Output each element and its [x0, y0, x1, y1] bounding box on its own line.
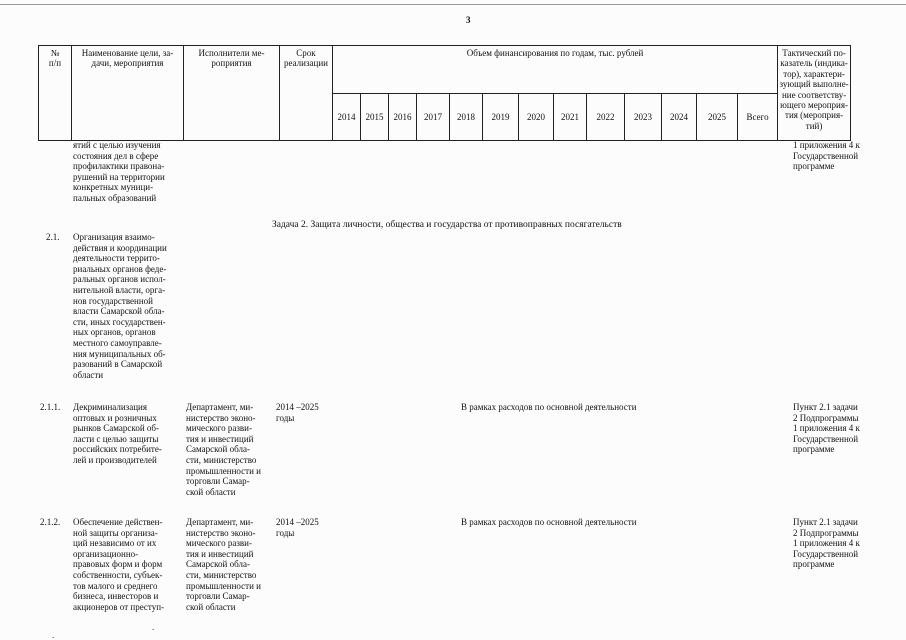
- year-2025: 2025: [697, 94, 738, 141]
- continuation-indicator: 1 приложения 4 к Государственной программе: [793, 140, 860, 172]
- scan-speck: .: [52, 630, 55, 640]
- year-2020: 2020: [519, 94, 554, 141]
- year-2015: 2015: [361, 94, 389, 141]
- page-number: 3: [466, 15, 471, 25]
- year-total: Всего: [738, 94, 778, 141]
- row-term: 2014 –2025 годы: [276, 517, 319, 538]
- scan-speck: .: [152, 622, 155, 632]
- year-2014: 2014: [333, 94, 361, 141]
- row-funding: В рамках расходов по основной деятельности: [461, 402, 637, 412]
- year-2021: 2021: [554, 94, 587, 141]
- row-executors: Департамент, ми- нистерство эконо- мического разви- тия и инвестиций Самарской обла- сти, министерство промышленности и торговли Самар- ской области: [186, 517, 261, 612]
- year-2016: 2016: [389, 94, 417, 141]
- row-name: Организация взаимо- действия и координации деятельности террито- риальных органов феде- ральных органов испол- нительной власти, орга- нов государственной власти Самарской обла- сти, иных государствен- ных органов, органов местного самоуправле- ния муниципальных об- разований в Самарской области: [73, 232, 167, 380]
- year-2017: 2017: [417, 94, 450, 141]
- header-indicator: Тактический по- казатель (индика- тор), характери- зующий выполне- ние соответству- ющего мероприя- тия (мероприя- тий): [778, 46, 851, 141]
- year-2019: 2019: [483, 94, 519, 141]
- row-num: 2.1.2.: [40, 517, 61, 527]
- row-executors: Департамент, ми- нистерство эконо- мического разви- тия и инвестиций Самарской обла- сти, министерство промышленности и торговли Самар- ской области: [186, 402, 261, 497]
- header-name: Наименование цели, за- дачи, мероприятия: [72, 46, 184, 141]
- year-2022: 2022: [587, 94, 625, 141]
- row-name: Обеспечение действен- ной защиты организа- ций независимо от их организационно- правовых форм и форм собственности, субъек- тов малого и среднего бизнеса, инвесторов и акционеров от преступ-: [73, 517, 165, 612]
- year-2023: 2023: [625, 94, 662, 141]
- row-name: Декриминализация оптовых и розничных рынков Самарской об- ласти с целью защиты российских потребите- лей и производителей: [73, 402, 162, 465]
- header-executors: Исполнители ме- роприятия: [184, 46, 280, 141]
- continuation-name: ятий с целью изучения состояния дел в сфере профилактики правона- рушений на территории конкретных муници- пальных образований: [73, 140, 165, 203]
- row-term: 2014 –2025 годы: [276, 402, 319, 423]
- header-num: № п/п: [39, 46, 72, 141]
- row-indicator: Пункт 2.1 задачи 2 Подпрограммы 1 приложения 4 к Государственной программе: [793, 517, 860, 570]
- row-funding: В рамках расходов по основной деятельности: [461, 517, 637, 527]
- row-num: 2.1.1.: [40, 402, 61, 412]
- task-2-title: Задача 2. Защита личности, общества и государства от противоправных посягательств: [272, 220, 622, 230]
- header-term: Срок реализации: [280, 46, 333, 141]
- table-header: [38, 45, 851, 141]
- year-2018: 2018: [450, 94, 483, 141]
- year-2024: 2024: [662, 94, 697, 141]
- scan-edge-line: [0, 4, 906, 5]
- row-num: 2.1.: [46, 232, 60, 242]
- row-indicator: Пункт 2.1 задачи 2 Подпрограммы 1 приложения 4 к Государственной программе: [793, 402, 860, 455]
- header-funding: Объем финансирования по годам, тыс. рублей: [333, 46, 778, 94]
